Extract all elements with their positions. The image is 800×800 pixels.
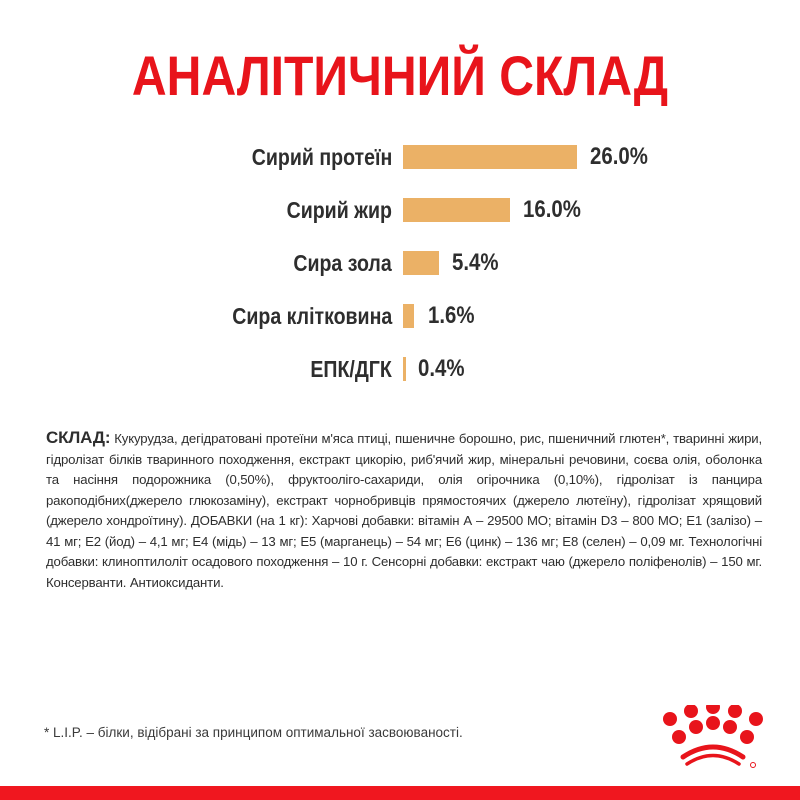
chart-bar	[403, 304, 414, 328]
chart-bar	[403, 251, 439, 275]
chart-row-value: 26.0%	[590, 143, 648, 170]
chart-row-fiber	[0, 299, 800, 333]
chart-bar	[403, 145, 577, 169]
chart-row-label: Сира клітковина	[231, 303, 392, 329]
bottom-red-bar	[0, 786, 800, 800]
chart-row-value: 5.4%	[452, 249, 499, 276]
chart-row-label: Сирий протеїн	[251, 144, 392, 170]
composition-body: Кукурудза, дегідратовані протеїни м'яса птиці, пшеничне борошно, рис, пшеничний глютен*, тваринні жири, гідролізат білків тваринного походження, екстракт цикорію, риб'ячий жир, мінеральні речовини, соєва олія, оболонка та насіння подорожника (0,50%), фруктоолігo-сахариди, олія огірочника (0,10%), гідролізат із панцира ракоподібних(джерело глюкозаміну), екстракт чорнобривців прямостоячих (джерело лютеїну), гідролізат хрящовий (джерело хондроїтину). ДОБАВКИ (на 1 кг): Харчові добавки: вітамін А – 29500 МО; вітамін D3 – 800 МО; Е1 (залізо) – 41 мг; Е2 (йод) – 4,1 мг; Е4 (мідь) – 13 мг; Е5 (марганець) – 54 мг; Е6 (цинк) – 136 мг; Е8 (селен) – 0,09 мг. Технологічні добавки: клиноптилоліт осадового походження – 10 г. Сенсорні добавки: екстракт чаю (джерело поліфенолів) – 150 мг. Консерванти. Антиоксиданти.	[46, 431, 762, 590]
chart-row-value: 0.4%	[418, 355, 465, 382]
chart-row-value: 16.0%	[523, 196, 581, 223]
chart-row-label: ЕПК/ДГК	[310, 356, 392, 382]
chart-row-ash	[0, 246, 800, 280]
composition-text	[46, 428, 762, 593]
chart-row-label: Сирий жир	[286, 197, 392, 223]
page-title: АНАЛІТИЧНИЙ СКЛАД	[131, 44, 669, 107]
footnote: * L.I.P. – білки, відібрані за принципом оптимальної засвоюваності.	[44, 725, 463, 740]
chart-row-label: Сира зола	[293, 250, 392, 276]
crown-logo-icon	[655, 705, 775, 775]
chart-bar	[403, 357, 406, 381]
composition-heading: СКЛАД:	[46, 428, 111, 447]
chart-row-epa-dha	[0, 352, 800, 386]
chart-bar	[403, 198, 510, 222]
chart-row-protein	[0, 140, 800, 174]
chart-row-value: 1.6%	[428, 302, 475, 329]
chart-row-fat	[0, 193, 800, 227]
